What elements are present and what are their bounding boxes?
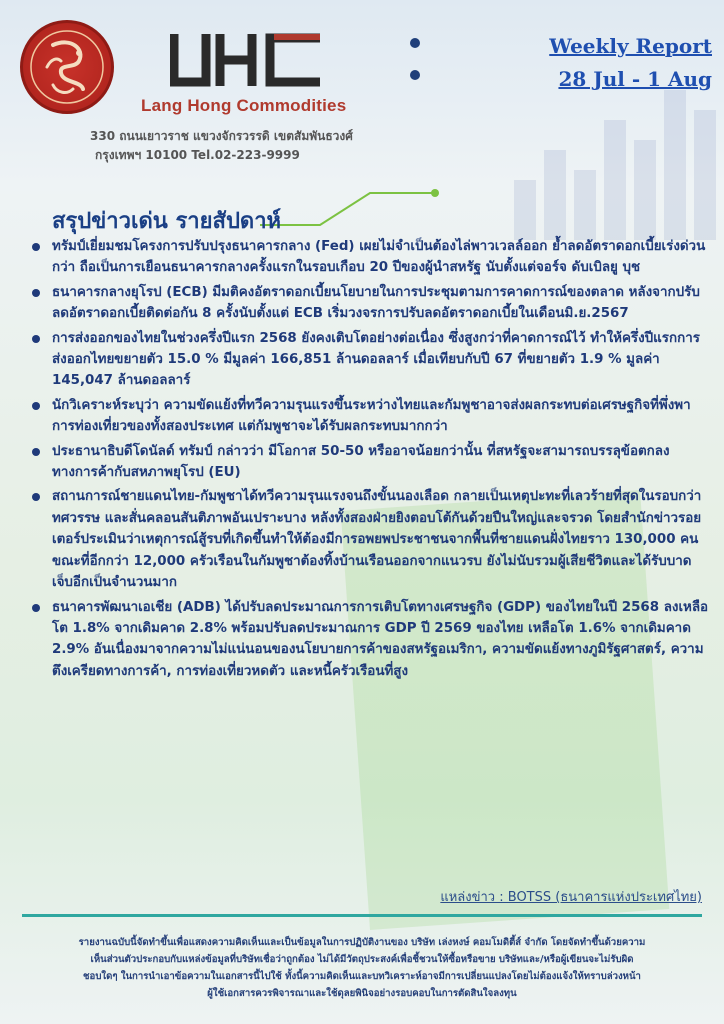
news-source: แหล่งข่าว : BOTSS (ธนาคารแห่งประเทศไทย) [440, 890, 702, 905]
news-item: ธนาคารพัฒนาเอเชีย (ADB) ได้ปรับลดประมาณการการเติบโตทางเศรษฐกิจ (GDP) ของไทยในปี 2568 ลงเหลือโต 1.8% จากเดิมคาด 2.8% พร้อมปรับลดประมาณการ GDP ปี 2569 ของไทย เหลือโต 1.6% จากเดิมคาด 2.9% อันเนื่องมาจากความไม่แน่นอนของนโยบายการค้าของสหรัฐอเมริกา, ความขัดแย้งทางภูมิรัฐศาสตร์, ความตึงเครียดทางการค้า, การท่องเที่ยวหดตัว และหนี้ครัวเรือนที่สูง [30, 597, 710, 683]
header-bullet [410, 70, 420, 80]
disclaimer-line-1: รายงานฉบับนี้จัดทำขึ้นเพื่อแสดงความคิดเห็นและเป็นข้อมูลในการปฏิบัติงานของ บริษัท เล่งหงษ์ คอมโมดิตี้ส์ จำกัด โดยจัดทำขึ้นด้วยความ [78, 937, 646, 948]
lhc-logo-mark [170, 30, 330, 90]
header-bullet [410, 38, 420, 48]
disclaimer-line-2: เห็นส่วนตัวประกอบกับแหล่งข้อมูลที่บริษัทเชื่อว่าถูกต้อง ไม่ได้มีวัตถุประสงค์เพื่อชี้ชวนให้ซื้อหรือขาย บริษัทและ/หรือผู้เขียนจะไม่รับผิด [90, 954, 634, 965]
company-address [90, 127, 353, 165]
disclaimer-line-3: ชอบใดๆ ในการนำเอาข้อความในเอกสารนี้ไปใช้ ทั้งนี้ความคิดเห็นและบทวิเคราะห์อาจมีการเปลี่ยนแปลงโดยไม่ต้องแจ้งให้ทราบล่วงหน้า [83, 971, 641, 982]
address-line-2: กรุงเทพฯ 10100 Tel.02-223-9999 [95, 148, 300, 162]
news-item: สถานการณ์ชายแดนไทย-กัมพูชาได้ทวีความรุนแรงจนถึงขั้นนองเลือด กลายเป็นเหตุปะทะที่เลวร้ายที่สุดในรอบกว่าทศวรรษ และสั่นคลอนสันติภาพอันเปราะบาง หลังทั้งสองฝ่ายยิงตอบโต้กันด้วยปืนใหญ่และจรวด โดยสำนักข่าวรอยเตอร์ประเมินว่าเหตุการณ์สู้รบที่เกิดขึ้นทำให้ต้องมีการอพยพประชาชนจากพื้นที่ชายแดนฝั่งไทยราว 130,000 คน ขณะที่อีกกว่า 12,000 ครัวเรือนในกัมพูชาต้องทิ้งบ้านเรือนออกจากแนวรบ ยังไม่นับรวมผู้เสียชีวิตและได้รับบาดเจ็บอีกเป็นจำนวนมาก [30, 486, 710, 593]
news-item: ทรัมป์เยี่ยมชมโครงการปรับปรุงธนาคารกลาง (Fed) เผยไม่จำเป็นต้องไล่พาวเวลล์ออก ย้ำลดอัตราดอกเบี้ยเร่งด่วนกว่า ถือเป็นการเยือนธนาคารกลางครั้งแรกในรอบเกือบ 20 ปีของผู้นำสหรัฐ นับตั้งแต่จอร์จ ดับเบิลยู บุช [30, 236, 710, 279]
news-list [30, 236, 710, 685]
address-line-1: 330 ถนนเยาวราช แขวงจักรวรรดิ เขตสัมพันธวงศ์ [90, 129, 353, 143]
report-title-block [500, 30, 712, 96]
disclaimer [18, 934, 706, 1002]
footer-divider [22, 914, 702, 917]
company-seal-logo [20, 20, 114, 114]
report-dates: 28 Jul - 1 Aug [558, 67, 712, 91]
news-item: นักวิเคราะห์ระบุว่า ความขัดแย้งที่ทวีความรุนแรงขึ้นระหว่างไทยและกัมพูชาอาจส่งผลกระทบต่อเศรษฐกิจที่พึ่งพาการท่องเที่ยวของทั้งสองประเทศ แต่กัมพูชาจะได้รับผลกระทบมากกว่า [30, 395, 710, 438]
news-item: การส่งออกของไทยในช่วงครึ่งปีแรก 2568 ยังคงเติบโตอย่างต่อเนื่อง ซึ่งสูงกว่าที่คาดการณ์ไว้ ทำให้ครึ่งปีแรกการส่งออกไทยขยายตัว 15.0 % มีมูลค่า 166,851 ล้านดอลลาร์ เมื่อเทียบกับปี 67 ที่ขยายตัว 1.9 % มูลค่า 145,047 ล้านดอลลาร์ [30, 328, 710, 392]
disclaimer-line-4: ผู้ใช้เอกสารควรพิจารณาและใช้ดุลยพินิจอย่างรอบคอบในการตัดสินใจลงทุน [207, 988, 517, 999]
news-item: ประธานาธิบดีโดนัลด์ ทรัมป์ กล่าวว่า มีโอกาส 50-50 หรืออาจน้อยกว่านั้น ที่สหรัฐจะสามารถบรรลุข้อตกลงทางการค้ากับสหภาพยุโรป (EU) [30, 441, 710, 484]
news-item: ธนาคารกลางยุโรป (ECB) มีมติคงอัตราดอกเบี้ยนโยบายในการประชุมตามการคาดการณ์ของตลาด หลังจากปรับลดอัตราดอกเบี้ยติดต่อกัน 8 ครั้งนับตั้งแต่ ECB เริ่มวงจรการปรับลดอัตราดอกเบี้ยในเดือนมิ.ย.2567 [30, 282, 710, 325]
report-title: Weekly Report [549, 34, 712, 58]
section-title: สรุปข่าวเด่น รายสัปดาห์ [52, 209, 282, 234]
report-header [0, 0, 724, 170]
brand-name: Lang Hong Commodities [141, 96, 347, 115]
